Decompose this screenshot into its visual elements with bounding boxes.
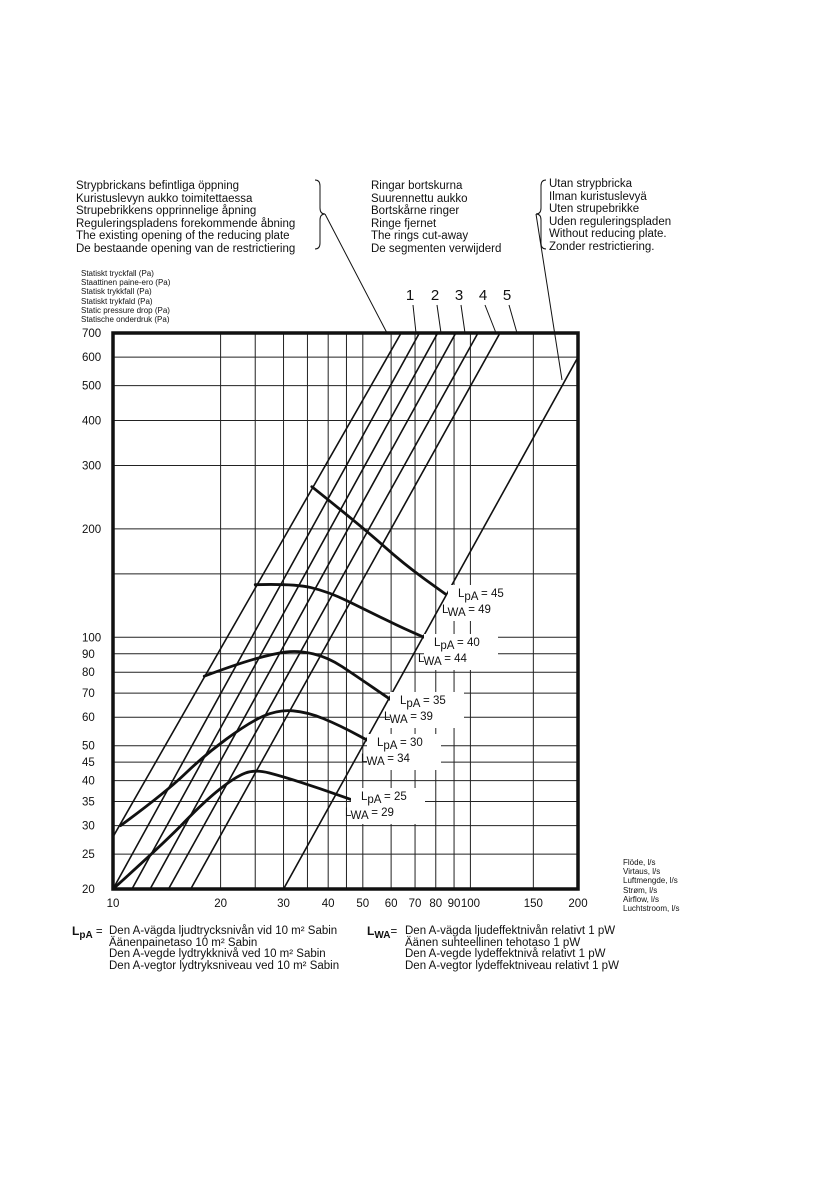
x-axis-label-line: Airflow, l/s [623, 894, 660, 904]
y-tick-label: 400 [82, 415, 102, 428]
x-tick-label: 10 [106, 898, 120, 910]
x-axis-label-line: Luftmengde, l/s [623, 876, 678, 886]
header-left-line: Strupebrikkens opprinnelige åpning [76, 205, 257, 218]
y-axis-label-line: Statiskt tryckfall (Pa) [81, 269, 154, 278]
sound-curve-labels [345, 585, 522, 824]
header-mid-line: The rings cut-away [371, 230, 469, 243]
sound-label-lpa: LpA = 45 [458, 588, 504, 603]
y-axis-label-line: Statisk trykkfall (Pa) [81, 287, 152, 297]
legend-lwa-line: Den A-vegtor lydeffektniveau relativt 1 pW [405, 959, 619, 972]
sound-label-lwa: LWA = 44 [418, 653, 467, 668]
y-tick-label: 600 [82, 352, 102, 365]
legend-lpa-line: Äänenpainetaso 10 m² Sabin [109, 936, 258, 949]
legend-lpa-symbol [72, 924, 93, 941]
sound-label-lpa: LpA = 35 [400, 695, 446, 710]
legend-lpa-eq: = [92, 926, 103, 938]
sound-curve [255, 584, 436, 642]
y-tick-label: 35 [82, 796, 95, 809]
y-tick-label: 20 [82, 884, 95, 896]
y-axis-label-line: Staattinen paine-ero (Pa) [81, 278, 171, 288]
legend-lwa-symbol [367, 924, 391, 941]
header-left-brace [315, 180, 325, 249]
curve-number-leader [461, 305, 465, 333]
legend-lwa-symbol-sub: WA [374, 930, 391, 941]
legend-lwa-eq: = [390, 926, 398, 938]
x-axis-label-line: Strøm, l/s [623, 885, 658, 895]
legend-lwa-lines [405, 926, 619, 972]
curve-number: 3 [454, 287, 464, 304]
y-tick-label: 700 [82, 328, 102, 340]
y-tick-label: 30 [82, 820, 95, 833]
header-left-line: Kuristuslevyn aukko toimitettaessa [76, 192, 253, 205]
x-tick-label: 20 [214, 898, 227, 910]
y-tick-label: 100 [82, 632, 102, 645]
curve-number: 5 [502, 287, 512, 304]
y-tick-label: 40 [82, 775, 95, 788]
sound-label-lpa: LpA = 30 [377, 737, 423, 752]
curve-number-leader [413, 305, 416, 333]
header-right-leader [536, 214, 562, 380]
x-axis-label-line: Flöde, l/s [623, 858, 656, 867]
x-axis-label-line: Luchtstroom, l/s [623, 904, 680, 914]
header-mid-line: De segmenten verwijderd [371, 242, 502, 255]
header-right-line: Without reducing plate. [549, 228, 667, 241]
sound-label-lpa: LpA = 40 [434, 637, 480, 652]
curve-numbers [406, 287, 511, 304]
x-axis-label-line: Virtaus, l/s [623, 867, 661, 877]
sound-curve [113, 771, 356, 889]
sound-curve [312, 487, 445, 594]
y-tick-label: 90 [82, 648, 95, 661]
legend-lpa-line: Den A-vegde lydtrykknivå ved 10 m² Sabin [109, 948, 326, 961]
legend-lwa-line: Äänen suhteellinen tehotaso 1 pW [405, 936, 581, 949]
legend-lpa-lines [109, 926, 339, 972]
sound-label-lpa: LpA = 25 [361, 791, 407, 806]
x-tick-label: 60 [384, 898, 398, 910]
header-mid-line: Ringar bortskurna [371, 180, 463, 192]
sound-curve [121, 711, 378, 826]
x-tick-label: 70 [408, 898, 422, 910]
y-tick-label: 80 [82, 667, 95, 680]
legend-lwa [367, 926, 687, 976]
callout-lines [315, 180, 562, 380]
legend-lwa-symbol-letter: L [367, 924, 375, 938]
curve-number-leader [509, 305, 517, 333]
x-tick-label: 90 [447, 898, 461, 910]
y-tick-label: 60 [82, 712, 95, 725]
sound-label-lwa: LWA = 39 [384, 711, 433, 726]
y-axis-label-line: Statiskt trykfald (Pa) [81, 296, 153, 306]
header-right-brace [536, 180, 546, 249]
curve-number: 4 [478, 287, 488, 304]
x-tick-label: 200 [568, 898, 588, 910]
y-axis-label-line: Static pressure drop (Pa) [81, 305, 170, 315]
x-tick-label: 30 [277, 898, 290, 910]
sound-label-lwa: LWA = 29 [345, 807, 394, 822]
y-tick-label: 25 [82, 849, 95, 862]
curve-number-leader [485, 305, 496, 333]
legend-lpa-line: Den A-vegtor lydtryksniveau ved 10 m² Sabin [109, 959, 340, 972]
x-tick-label: 100 [460, 898, 481, 910]
header-left-leader [325, 214, 387, 333]
pressure-line [169, 333, 478, 889]
header-mid-line: Ringe fjernet [371, 217, 437, 230]
legend-lwa-line: Den A-vägda ljudeffektnivån relativt 1 pW [405, 925, 616, 937]
y-tick-label: 200 [82, 523, 102, 536]
y-tick-label: 45 [82, 757, 95, 770]
header-right-line: Ilman kuristuslevyä [549, 190, 647, 203]
header-right-line: Uten strupebrikke [549, 203, 640, 216]
header-left-line: The existing opening of the reducing plate [76, 230, 290, 243]
header-mid-line: Suurennettu aukko [371, 192, 468, 205]
y-tick-label: 50 [82, 740, 95, 753]
header-left-line: De bestaande opening van de restrictiering [76, 242, 296, 255]
header-right-line: Zonder restrictiering. [549, 240, 655, 253]
x-tick-label: 50 [356, 898, 370, 910]
header-mid-line: Bortskårne ringer [371, 205, 460, 218]
y-tick-label: 70 [82, 688, 95, 701]
y-tick-label: 300 [82, 460, 102, 473]
legend-lpa-line: Den A-vägda ljudtrycksnivån vid 10 m² Sabin [109, 925, 338, 937]
header-left-line: Strypbrickans befintliga öppning [76, 180, 240, 192]
legend-lpa [72, 924, 375, 976]
sound-label-lwa: LWA = 34 [361, 753, 410, 768]
y-tick-label: 500 [82, 380, 102, 393]
legend-lpa-symbol-sub: pA [79, 930, 93, 941]
curve-number: 2 [430, 287, 440, 304]
x-tick-label: 80 [429, 898, 443, 910]
y-axis-label-line: Statische onderdruk (Pa) [81, 315, 170, 325]
header-left-line: Reguleringspladens forekommende åbning [76, 217, 296, 230]
curve-number: 1 [405, 287, 415, 304]
curve-number-leader [437, 305, 441, 333]
x-tick-label: 40 [321, 898, 335, 910]
header-right-line: Uden reguleringspladen [549, 215, 672, 228]
header-right-line: Utan strypbricka [549, 178, 633, 190]
sound-label-lwa: LWA = 49 [442, 604, 491, 619]
legend-lpa-symbol-letter: L [72, 924, 80, 938]
legend-lwa-line: Den A-vegde lydeffektnivå relativt 1 pW [405, 948, 606, 961]
x-tick-label: 150 [523, 898, 543, 910]
